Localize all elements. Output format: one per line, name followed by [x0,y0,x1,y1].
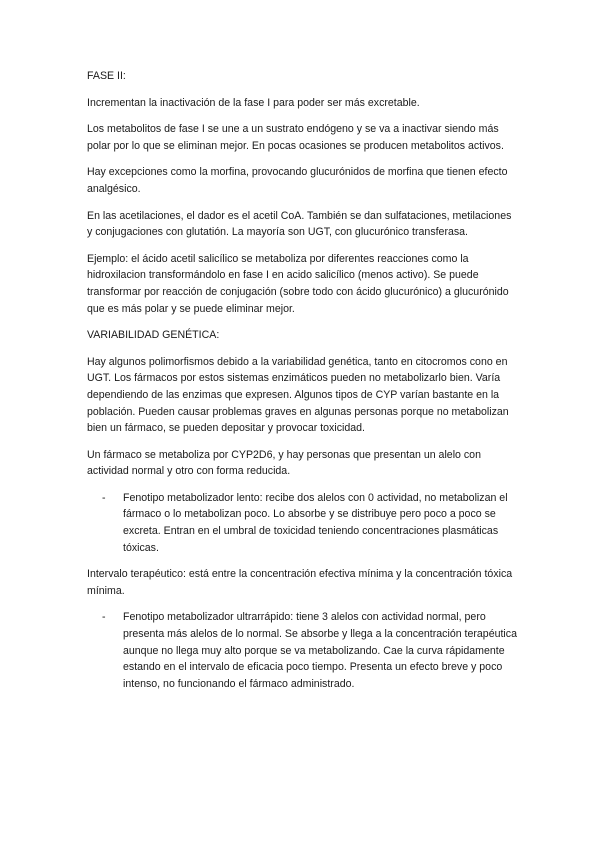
paragraph-incrementan: Incrementan la inactivación de la fase I para poder ser más excretable. [87,96,420,109]
paragraph-ejemplo: Ejemplo: el ácido acetil salicílico se metaboliza por diferentes reacciones como la hidroxilacion transformándolo en fase I en acido salicílico (menos activo). Se puede transformar por reacción de conjugación (sobre todo con ácido glucurónico) a glucurónido que es más polar y se puede eliminar mejor. [87,252,509,315]
paragraph-intervalo-terapeutico: Intervalo terapéutico: está entre la concentración efectiva mínima y la concentración tóxica mínima. [87,568,513,597]
paragraph-polimorfismos: Hay algunos polimorfismos debido a la variabilidad genética, tanto en citocromos cono en UGT. Los fármacos por estos sistemas enzimáticos pueden no metabolizarlo bien. Varía dependiendo de las enzimas que expresen. Algunos tipos de CYP varían bastante en la población. Pueden causar problemas graves en algunas personas porque no metabolizan bien un fármaco, se pueden depositar y provocar toxicidad. [87,355,509,435]
bullet-metabolizador-lento [87,490,517,556]
document-page [87,68,517,702]
bullet-metabolizador-ultrarrapido [87,609,517,692]
paragraph-acetilaciones: En las acetilaciones, el dador es el acetil CoA. También se dan sulfataciones, metilaciones y conjugaciones con glutatión. La mayoría son UGT, con glucurónico transferasa. [87,209,512,239]
paragraph-metabolitos: Los metabolitos de fase I se une a un sustrato endógeno y se va a inactivar siendo más polar por lo que se eliminan mejor. En pocas ocasiones se producen metabolitos activos. [87,123,504,152]
paragraph-cyp2d6: Un fármaco se metaboliza por CYP2D6, y hay personas que presentan un alelo con actividad normal y otro con forma reducida. [87,448,481,478]
heading-variabilidad-genetica: VARIABILIDAD GENÉTICA: [87,329,220,342]
paragraph-excepciones: Hay excepciones como la morfina, provocando glucurónidos de morfina que tienen efecto analgésico. [87,166,508,195]
bullet-text: Fenotipo metabolizador ultrarrápido: tiene 3 alelos con actividad normal, pero presenta más alelos de lo normal. Se absorbe y llega a la concentración terapéutica aunque no llega muy alto porque se va metabolizando. Cae la curva rápidamente estando en el intervalo de eficacia poco tiempo. Presenta un efecto breve y poco intenso, no funcionando el fármaco administrado. [123,611,517,690]
bullet-dash: - [102,491,106,504]
bullet-text: Fenotipo metabolizador lento: recibe dos alelos con 0 actividad, no metabolizan el fármaco o lo metabolizan poco. Lo absorbe y se distribuye pero poco a poco se excreta. Entran en el umbral de toxicidad teniendo concentraciones plasmáticas tóxicas. [123,491,508,554]
heading-fase-ii: FASE II: [87,70,126,82]
bullet-dash: - [102,611,106,624]
